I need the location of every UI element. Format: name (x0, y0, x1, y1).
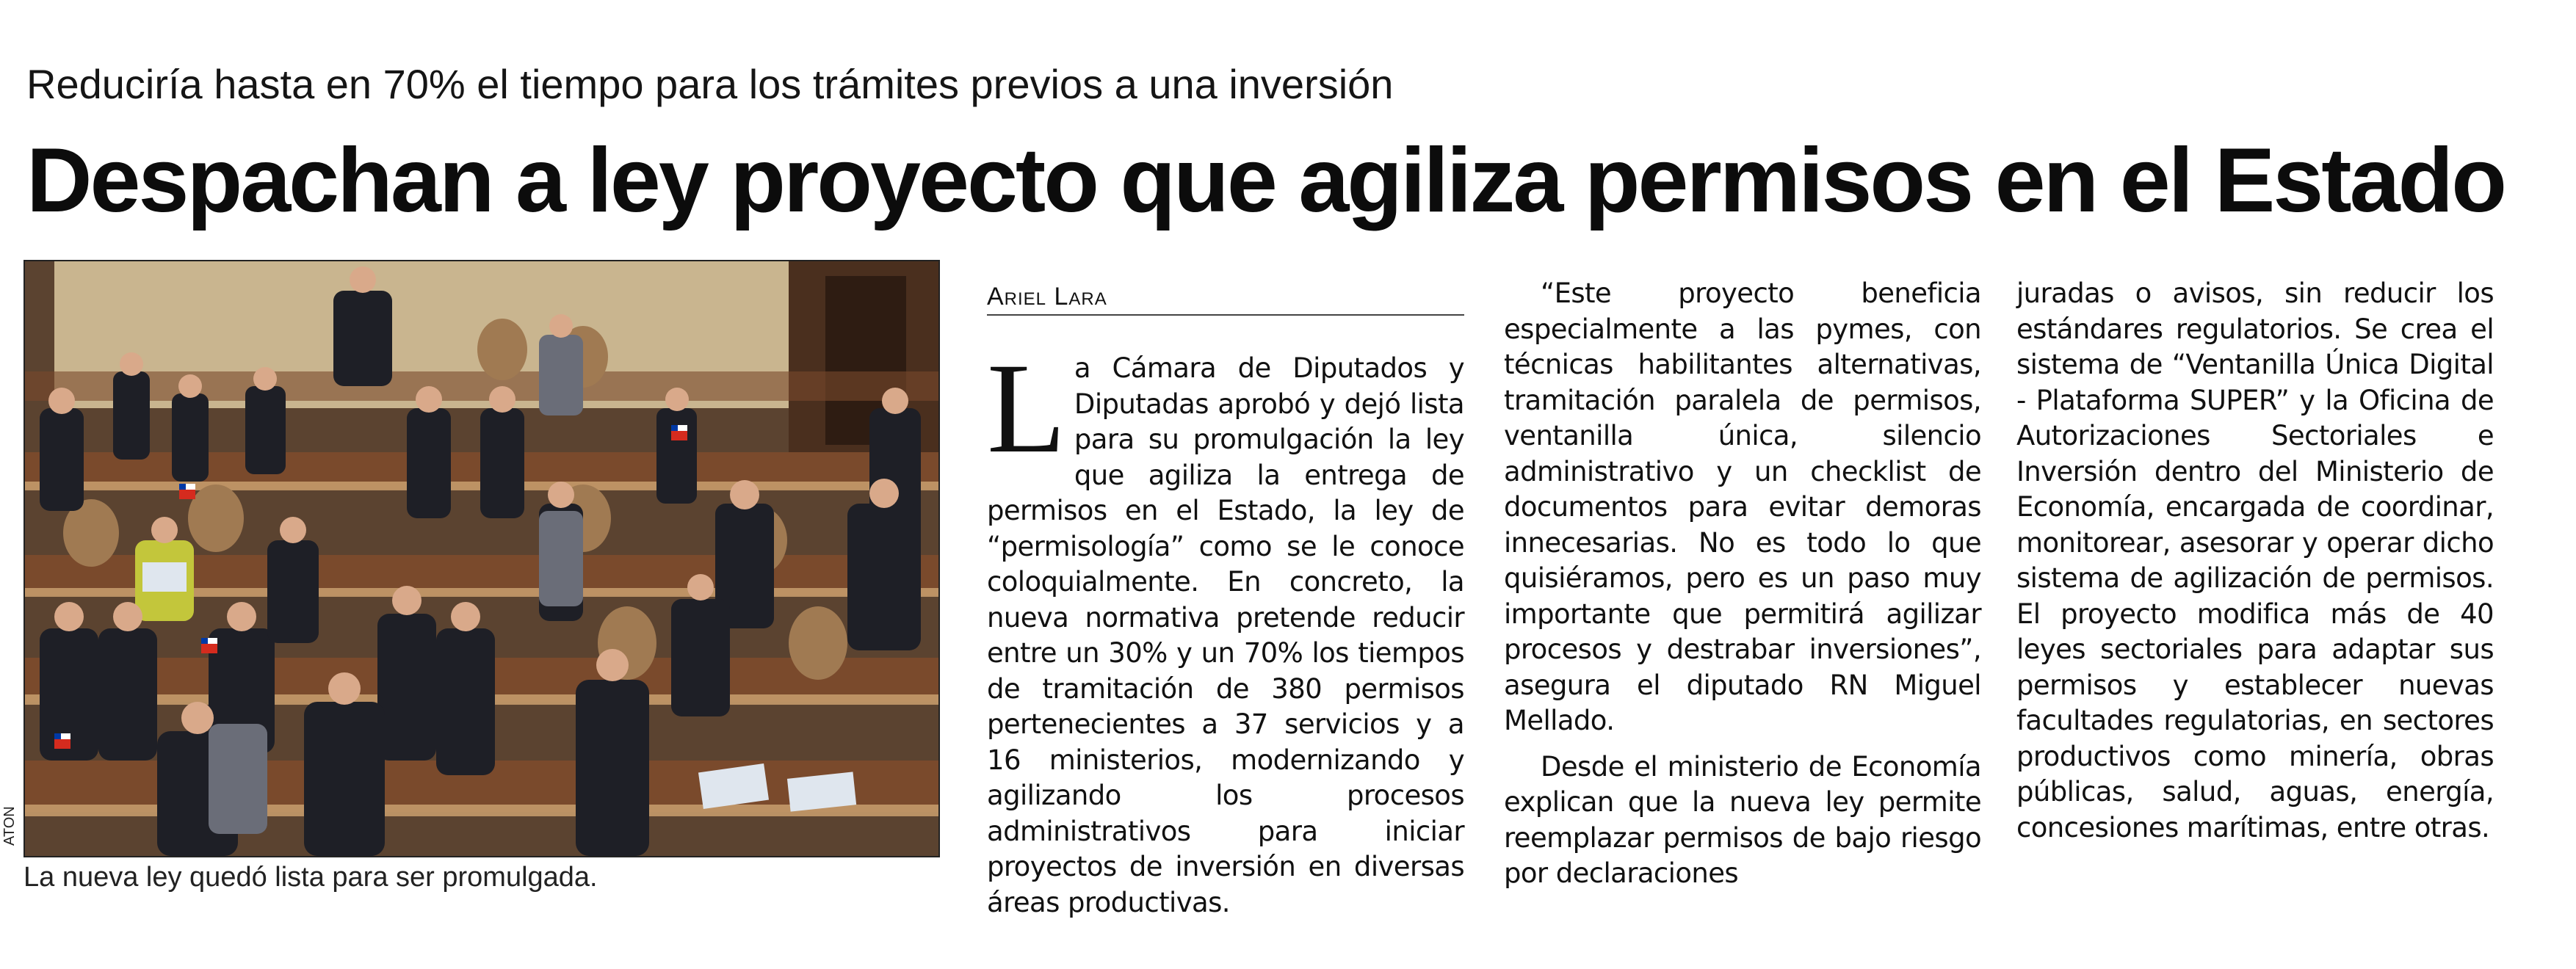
column-3-paragraph: juradas o avisos, sin reducir los estándares regulatorios. Se crea el sistema de “Ventanilla Única Digital - Plataforma SUPER” y la Oficina de Autorizaciones Sectoriales e Inversión dentro del Ministerio de Economía, encargada de coordinar, monitorear, asesorar y operar dicho sistema de agilización de permisos. El proyecto modifica más de 40 leyes sectoriales para adaptar sus permisos y establecer nuevas facultades regulatorias, en sectores productivos como minería, obras públicas, salud, aguas, energía, concesiones marítimas, entre otras. (2016, 277, 2494, 843)
article-photo (23, 260, 940, 857)
column-2-paragraph-2: Desde el ministerio de Economía explican que la nueva ley permite reemplazar permisos de bajo riesgo por declaraciones (1504, 750, 1981, 889)
article-byline: Ariel Lara (987, 282, 1464, 316)
photo-credit: ATON (1, 806, 18, 846)
column-1-paragraph: a Cámara de Diputados y Diputadas aprobó y dejó lista para su promulgación la ley que agiliza la entrega de permisos en el Estado, la ley de “permisología” como se le conoce coloquialmente. En concreto, la nueva normativa pretende reducir entre un 30% y un 70% los tiempos de tramitación de 380 permisos pertenecientes a 37 servicios y a 16 ministerios, modernizando y agilizando los procesos administrativos para iniciar proyectos de inversión en diversas áreas productivas. (987, 352, 1464, 918)
photo-caption: La nueva ley quedó lista para ser promulgada. (23, 862, 598, 893)
article-column-1 (987, 337, 1464, 921)
drop-cap: L (987, 337, 1066, 480)
article-column-2 (1504, 276, 1981, 892)
article-column-3 (2016, 276, 2494, 846)
column-2-paragraph-1: “Este proyecto beneficia especialmente a las pymes, con técnicas habilitantes alternativas, tramitación paralela de permisos, ventanilla única, silencio administrativo y un checklist de documentos para evitar demoras innecesarias. No es todo lo que quisiéramos, pero es un paso muy importante que permitirá agilizar procesos y destrabar inversiones”, asegura el diputado RN Miguel Mellado. (1504, 277, 1981, 736)
article-kicker: Reduciría hasta en 70% el tiempo para los trámites previos a una inversión (26, 61, 1394, 107)
article-headline: Despachan a ley proyecto que agiliza permisos en el Estado (26, 130, 2506, 231)
